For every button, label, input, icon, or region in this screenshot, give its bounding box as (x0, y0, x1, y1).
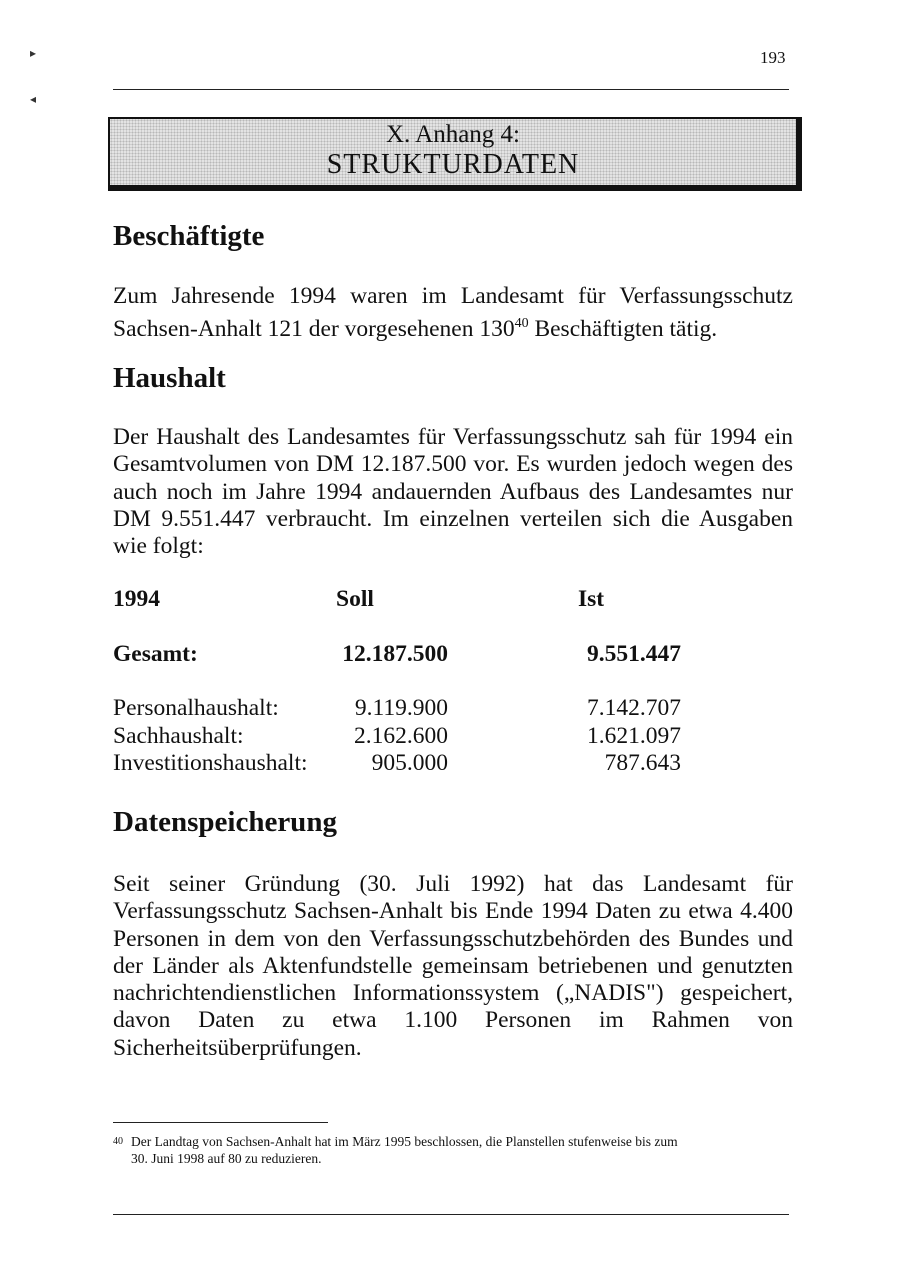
paragraph-employees (113, 283, 793, 343)
row-soll: 2.162.600 (354, 722, 448, 749)
chapter-title: STRUKTURDATEN (326, 149, 580, 180)
row-soll: 905.000 (371, 750, 448, 776)
row-soll: 9.119.900 (354, 695, 448, 721)
chapter-number: X. Anhang 4: (385, 121, 521, 148)
footnote-ref: 40 (514, 316, 529, 332)
heading-budget: Haushalt (113, 362, 226, 394)
footnote-line-1 (113, 1133, 793, 1150)
footer-rule (113, 1214, 789, 1215)
header-soll: Soll (336, 586, 374, 612)
paragraph-budget: Der Haushalt des Landesamtes für Verfassungsschutz sah für 1994 ein Gesamtvolumen von DM 12.187.500 vor. Es wurden jedoch wegen des auch noch im Jahre 1994 andauernden Aufbaus des Landesamtes nur DM 9.551.447 verbraucht. Im einzelnen verteilen sich die Ausgaben wie folgt: (113, 424, 793, 560)
footnote-line-2: 30. Juni 1998 auf 80 zu reduzieren. (131, 1151, 322, 1166)
row-label: Investitionshaushalt: (113, 750, 308, 776)
budget-table (113, 586, 681, 778)
row-ist: 7.142.707 (587, 695, 681, 721)
header-rule (113, 89, 789, 90)
footnote-rule (113, 1122, 328, 1123)
total-ist: 9.551.447 (587, 640, 681, 667)
row-ist: 787.643 (604, 750, 681, 776)
footnote (113, 1133, 793, 1167)
scan-speck: ◂ (30, 92, 37, 106)
heading-data-storage: Datenspeicherung (113, 806, 337, 838)
total-label: Gesamt: (113, 640, 198, 667)
scan-speck: ▸ (30, 46, 37, 60)
table-header-row (113, 586, 681, 614)
table-row (113, 723, 681, 751)
employees-text-start: Zum Jahresende 1994 waren im Landesamt für Verfassungsschutz Sachsen-Anhalt 121 der vorgesehenen 130 (113, 283, 793, 343)
row-ist: 1.621.097 (587, 722, 681, 749)
row-label: Sachhaushalt: (113, 722, 244, 749)
paragraph-data-storage: Seit seiner Gründung (30. Juli 1992) hat das Landesamt für Verfassungsschutz Sachsen-Anhalt bis Ende 1994 Daten zu etwa 4.400 Personen in dem von den Verfassungsschutzbehörden des Bundes und der Länder als Aktenfundstelle gemeinsam betriebenen und genutzten nachrichtendienstlichen Informationssystem („NADIS") gespeichert, davon Daten zu etwa 1.100 Personen im Rahmen von Sicherheitsüberprüfungen. (113, 871, 793, 1061)
footnote-mark: 40 (113, 1136, 123, 1147)
header-year: 1994 (113, 586, 160, 612)
employees-text-end: Beschäftigten tätig. (528, 316, 718, 343)
page-number: 193 (760, 48, 786, 67)
table-row (113, 695, 681, 723)
table-total-row (113, 641, 681, 669)
chapter-title-box (108, 117, 802, 191)
table-row (113, 750, 681, 778)
heading-employees: Beschäftigte (113, 220, 265, 252)
footnote-text-1: Der Landtag von Sachsen-Anhalt hat im März 1995 beschlossen, die Planstellen stufenweise bis zum (131, 1134, 678, 1149)
total-soll: 12.187.500 (342, 640, 448, 667)
header-ist: Ist (578, 586, 605, 612)
row-label: Personalhaushalt: (113, 695, 279, 721)
